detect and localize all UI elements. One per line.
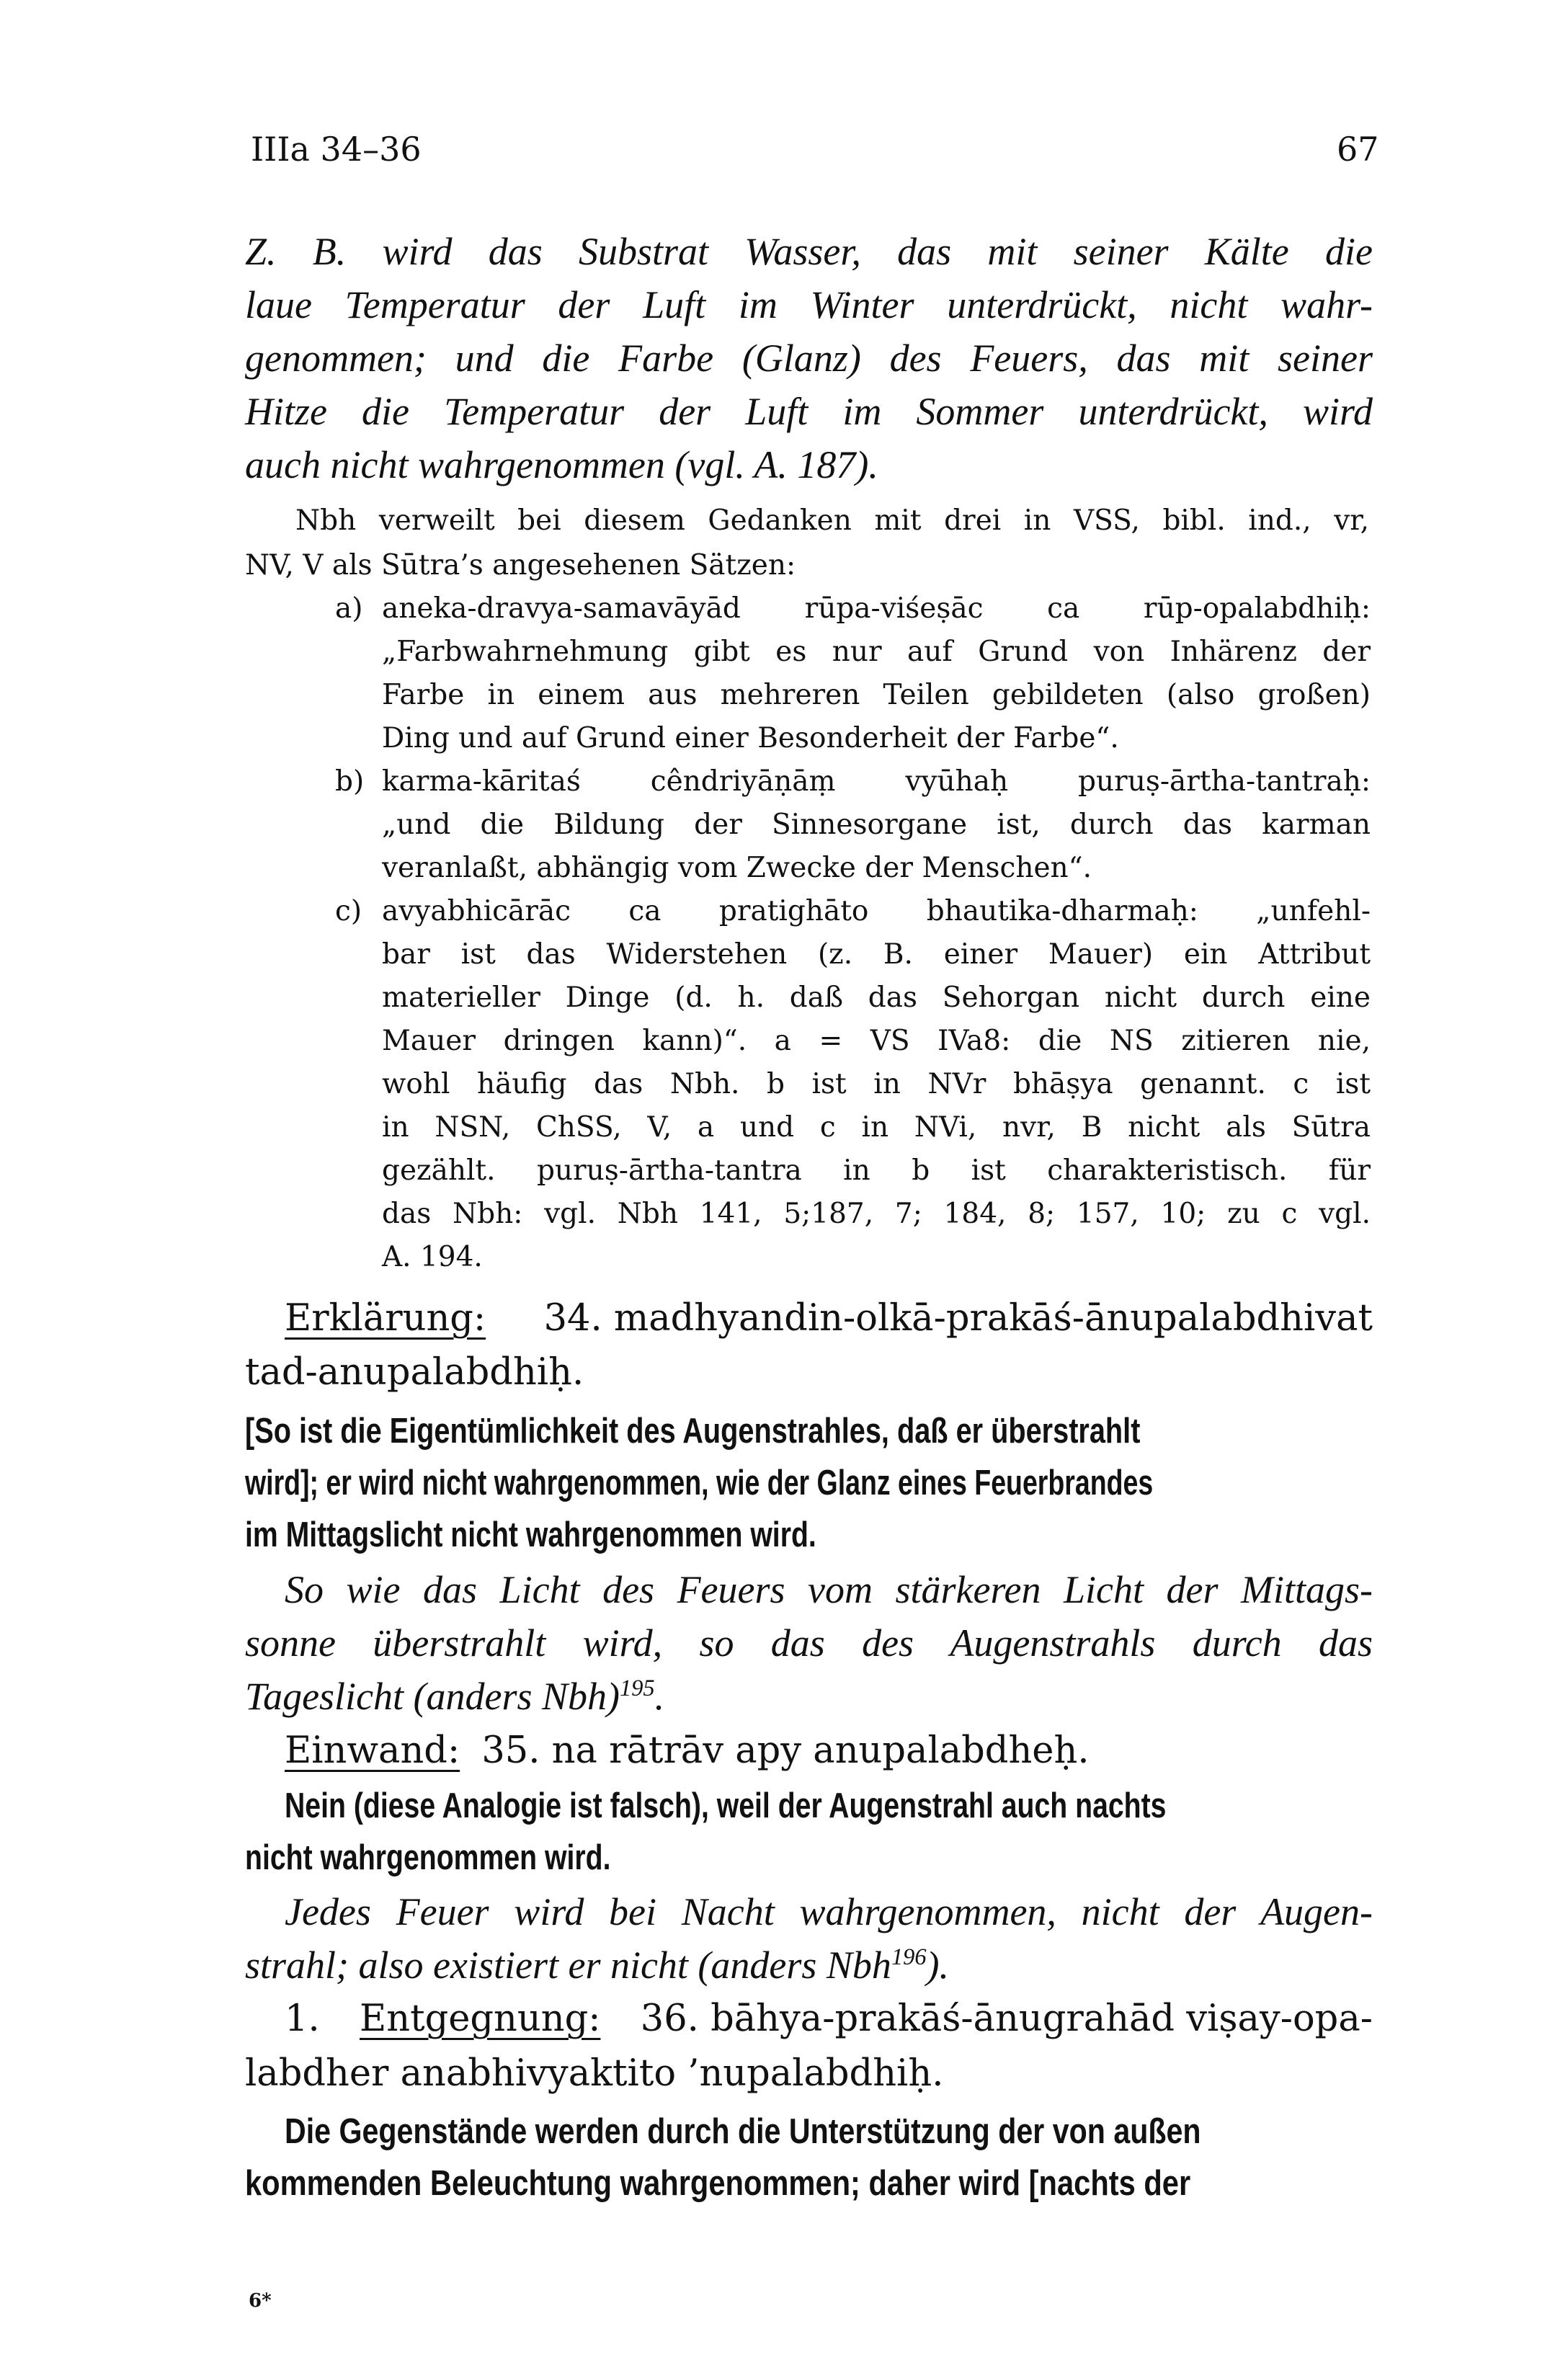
list-marker-c: c) xyxy=(335,895,362,927)
text-fragment: strahl; also existiert er nicht (anders Nbh xyxy=(245,1943,891,1987)
list-c-line: materieller Dinge (d. h. daß das Sehorgan nicht durch eine xyxy=(382,981,1371,1014)
bold-line: Die Gegenstände werden durch die Unterstützung der von außen xyxy=(285,2112,1201,2151)
bold-line: im Mittagslicht nicht wahrgenommen wird. xyxy=(245,1515,816,1554)
text-line: Hitze die Temperatur der Luft im Sommer unterdrückt, wird xyxy=(245,390,1373,433)
list-b-line: veranlaßt, abhängig vom Zwecke der Menschen“. xyxy=(382,852,1092,884)
running-header-section: IIIa 34–36 xyxy=(251,130,422,169)
erklaerung-label: Erklärung: xyxy=(285,1297,486,1340)
text-fragment: Tageslicht (anders Nbh) xyxy=(245,1675,620,1718)
entgegnung-label: Entgegnung: xyxy=(360,1998,601,2040)
text-fragment: . xyxy=(654,1675,665,1718)
list-b-line: „und die Bildung der Sinnesorgane ist, durch das karman xyxy=(382,809,1371,841)
list-b-line: karma-kāritaś cêndriyāṇāṃ vyūhaḥ puruṣ-ārtha-tantraḥ: xyxy=(382,765,1371,798)
signature-mark: 6* xyxy=(249,2290,272,2312)
bold-line: nicht wahrgenommen wird. xyxy=(245,1838,611,1877)
text-line: auch nicht wahrgenommen (vgl. A. 187). xyxy=(245,443,878,486)
list-c-line: Mauer dringen kann)“. a = VS IVa8: die NS zitieren nie, xyxy=(382,1025,1371,1057)
list-c-line: avyabhicārāc ca pratighāto bhautika-dharmaḥ: „unfehl- xyxy=(382,895,1371,927)
text-line: genommen; und die Farbe (Glanz) des Feuers, das mit seiner xyxy=(245,337,1373,380)
list-marker-b: b) xyxy=(335,765,365,798)
bold-line: [So ist die Eigentümlichkeit des Augenstrahles, daß er überstrahlt xyxy=(245,1412,1141,1451)
text-line: So wie das Licht des Feuers vom stärkeren Licht der Mittags- xyxy=(285,1568,1373,1611)
sutra-35-text: 35. na rātrāv apy anupalabdheḥ. xyxy=(481,1729,1090,1772)
list-a-line: aneka-dravya-samavāyād rūpa-viśeṣāc ca rūp-opalabdhiḥ: xyxy=(382,592,1371,625)
list-a-line: Ding und auf Grund einer Besonderheit der Farbe“. xyxy=(382,722,1119,754)
list-a-line: Farbe in einem aus mehreren Teilen gebildeten (also großen) xyxy=(382,679,1371,711)
einwand-line xyxy=(285,1729,1090,1772)
text-line: Z. B. wird das Substrat Wasser, das mit seiner Kälte die xyxy=(245,230,1373,273)
list-a-line: „Farbwahrnehmung gibt es nur auf Grund von Inhärenz der xyxy=(382,636,1371,668)
list-c-line: wohl häufig das Nbh. b ist in NVr bhāṣya genannt. c ist xyxy=(382,1068,1371,1100)
bold-line: Nein (diese Analogie ist falsch), weil der Augenstrahl auch nachts xyxy=(285,1786,1167,1825)
footnote-ref-195: 195 xyxy=(620,1675,655,1701)
list-c-line: A. 194. xyxy=(382,1241,483,1273)
text-line: Jedes Feuer wird bei Nacht wahrgenommen, nicht der Augen- xyxy=(285,1890,1373,1933)
list-c-line: in NSN, ChSS, V, a und c in NVi, nvr, B nicht als Sūtra xyxy=(382,1111,1371,1144)
list-c-line: gezählt. puruṣ-ārtha-tantra in b ist charakteristisch. für xyxy=(382,1154,1371,1187)
list-c-line: bar ist das Widerstehen (z. B. einer Mauer) ein Attribut xyxy=(382,938,1371,971)
note-line: Nbh verweilt bei diesem Gedanken mit drei in VSS, bibl. ind., vr, xyxy=(295,504,1369,537)
sutra-34-text: 34. madhyandin-olkā-prakāś-ānupalabdhivat xyxy=(543,1297,1373,1340)
sutra-34-continuation: tad-anupalabdhiḥ. xyxy=(245,1351,584,1394)
bold-line: wird]; er wird nicht wahrgenommen, wie der Glanz eines Feuerbrandes xyxy=(245,1464,1154,1502)
list-c-line: das Nbh: vgl. Nbh 141, 5;187, 7; 184, 8; 157, 10; zu c vgl. xyxy=(382,1198,1371,1230)
sutra-36-text: 36. bāhya-prakāś-ānugrahād viṣay-opa- xyxy=(640,1998,1373,2040)
footnote-ref-196: 196 xyxy=(891,1944,927,1970)
list-marker-a: a) xyxy=(335,592,363,625)
text-line-with-footnote xyxy=(245,1674,664,1719)
erklaerung-line-1 xyxy=(285,1297,1373,1340)
page-number: 67 xyxy=(1337,130,1379,169)
entgegnung-line-1 xyxy=(285,1998,1373,2040)
text-fragment: ). xyxy=(926,1943,950,1987)
text-line-with-footnote xyxy=(245,1943,949,1987)
text-line: sonne überstrahlt wird, so das des Augenstrahls durch das xyxy=(245,1621,1373,1665)
entgegnung-prefix: 1. xyxy=(285,1998,320,2040)
bold-line: kommenden Beleuchtung wahrgenommen; daher wird [nachts der xyxy=(245,2164,1191,2203)
text-line: laue Temperatur der Luft im Winter unterdrückt, nicht wahr- xyxy=(245,283,1373,326)
note-line: NV, V als Sūtra’s angesehenen Sätzen: xyxy=(245,549,796,582)
sutra-36-continuation: labdher anabhivyaktito ’nupalabdhiḥ. xyxy=(245,2052,944,2095)
einwand-label: Einwand: xyxy=(285,1729,460,1772)
